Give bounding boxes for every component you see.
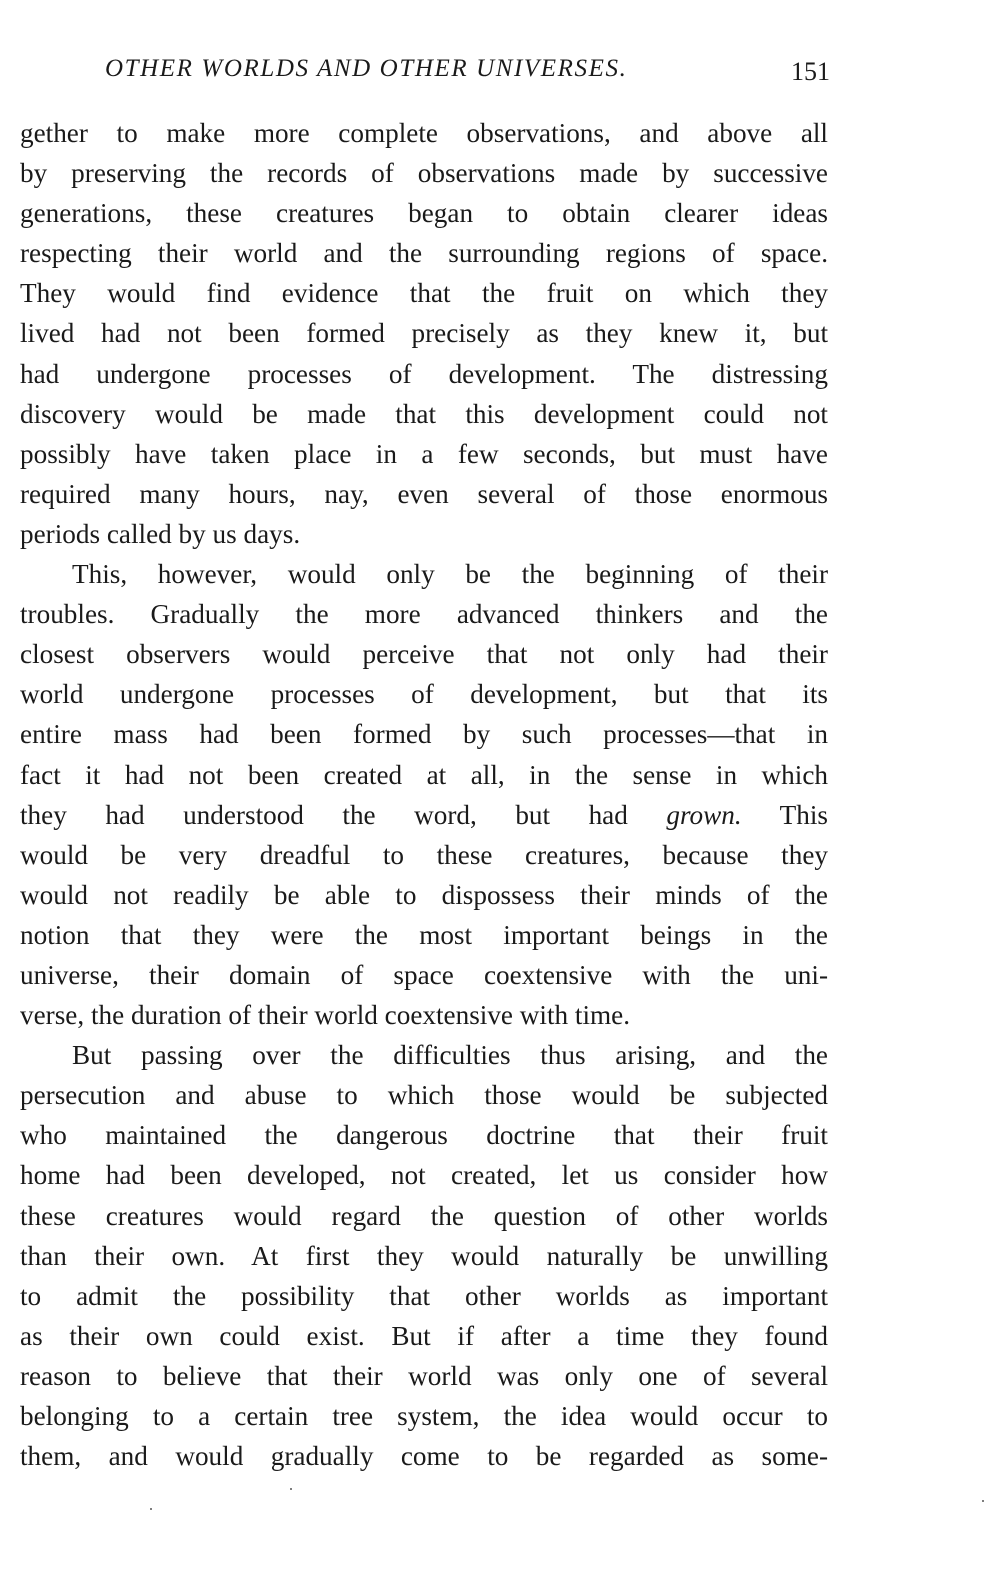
text-line: periods called by us days. <box>20 518 301 549</box>
text-line: fact it had not been created at all, in the sense in which <box>20 759 828 790</box>
text-line <box>20 795 828 835</box>
text-line: who maintained the dangerous doctrine that their fruit <box>20 1120 828 1151</box>
print-speck <box>150 1508 152 1510</box>
text-line: This, however, would only be the beginning of their <box>72 559 828 590</box>
text-line: home had been developed, not created, let us consider how <box>20 1160 828 1191</box>
line-text: This <box>741 799 829 830</box>
text-line: by preserving the records of observations made by successive <box>20 158 828 189</box>
text-line: entire mass had been formed by such processes—that in <box>20 719 828 750</box>
print-speck <box>982 1500 984 1502</box>
text-line: them, and would gradually come to be regarded as some- <box>20 1441 828 1472</box>
text-line: to admit the possibility that other worlds as important <box>20 1280 828 1311</box>
text-line: But passing over the difficulties thus arising, and the <box>72 1040 828 1071</box>
text-line: discovery would be made that this development could not <box>20 398 828 429</box>
text-line: than their own. At first they would naturally be unwilling <box>20 1240 828 1271</box>
text-line: universe, their domain of space coextensive with the uni- <box>20 959 828 990</box>
page-number: 151 <box>791 57 830 86</box>
text-line: these creatures would regard the question of other worlds <box>20 1200 828 1231</box>
text-line: They would find evidence that the fruit on which they <box>20 278 828 309</box>
line-text: they had understood the word, but had <box>20 799 667 830</box>
text-line: possibly have taken place in a few seconds, but must have <box>20 438 828 469</box>
text-line: world undergone processes of development, but that its <box>20 679 828 710</box>
text-line: gether to make more complete observations, and above all <box>20 118 828 148</box>
text-line: reason to believe that their world was only one of several <box>20 1360 828 1391</box>
text-line: would not readily be able to dispossess their minds of the <box>20 879 828 910</box>
running-title: OTHER WORLDS AND OTHER UNIVERSES. <box>105 55 628 82</box>
text-line: verse, the duration of their world coextensive with time. <box>20 1000 631 1031</box>
print-speck <box>290 1488 292 1490</box>
text-line: lived had not been formed precisely as they knew it, but <box>20 318 828 349</box>
italic-word: grown. <box>666 799 742 830</box>
text-line: respecting their world and the surrounding regions of space. <box>20 238 828 269</box>
text-line: troubles. Gradually the more advanced thinkers and the <box>20 599 828 630</box>
text-line: persecution and abuse to which those would be subjected <box>20 1080 828 1111</box>
running-head <box>20 55 830 95</box>
text-line: closest observers would perceive that not only had their <box>20 639 828 670</box>
text-line: as their own could exist. But if after a time they found <box>20 1320 828 1351</box>
text-line: generations, these creatures began to obtain clearer ideas <box>20 198 828 229</box>
text-line: notion that they were the most important beings in the <box>20 919 828 950</box>
body-text <box>20 113 828 1476</box>
text-line: would be very dreadful to these creatures, because they <box>20 839 828 870</box>
text-line: belonging to a certain tree system, the idea would occur to <box>20 1401 828 1431</box>
text-line: had undergone processes of development. The distressing <box>20 358 828 389</box>
text-line: required many hours, nay, even several of those enormous <box>20 478 828 509</box>
